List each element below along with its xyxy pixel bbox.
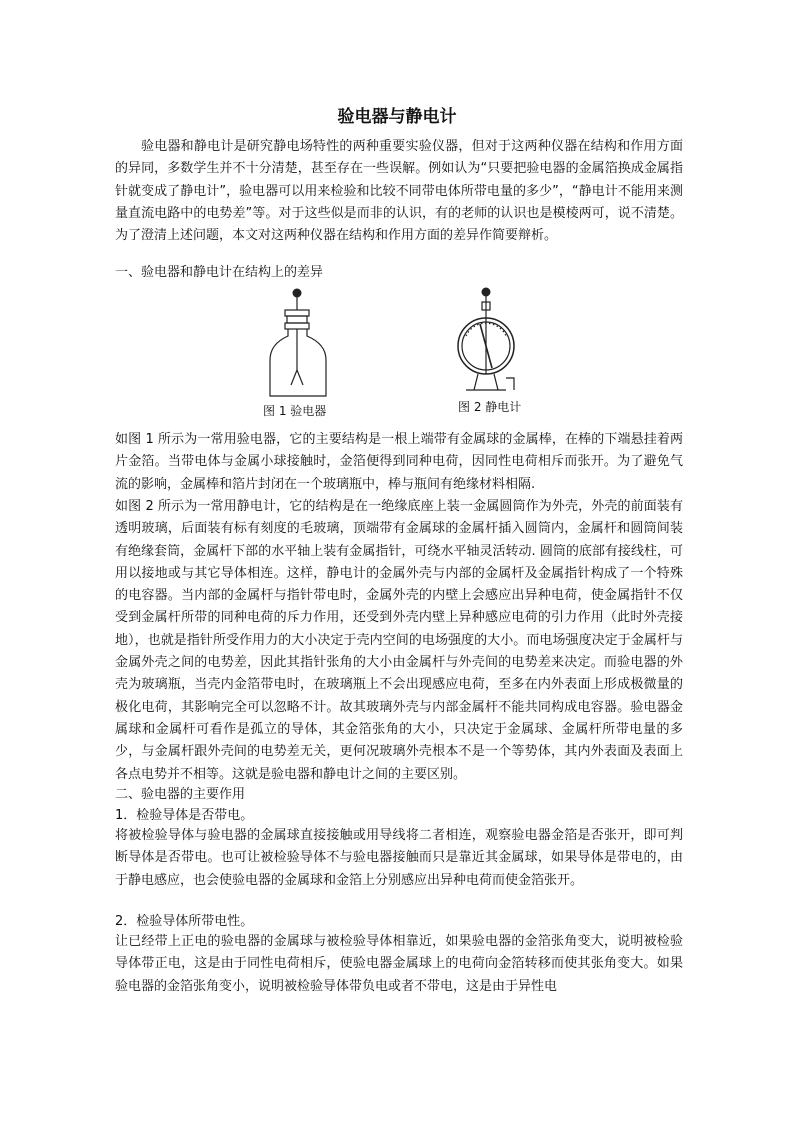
page-title: 验电器与静电计: [337, 107, 457, 127]
electroscope-description: 如图 1 所示为一常用验电器，它的主要结构是一根上端带有金属球的金属棒，在棒的下端悬挂着两片金箔。当带电体与金属小球接触时，金箔便得到同种电荷，因同性电荷相斥而张开。为了避免气流的影响，金属棒和箔片封闭在一个玻璃瓶中，棒与瓶间有绝缘材料相隔.: [115, 432, 683, 492]
electroscope-stopper-cap: [285, 310, 309, 316]
electrometer-figure: [452, 286, 532, 408]
electroscope-stopper-base: [285, 323, 309, 329]
electroscope-stopper-band: [287, 316, 307, 323]
electroscope-glass-bottle: [270, 329, 326, 396]
intro-paragraph: 验电器和静电计是研究静电场特性的两种重要实验仪器，但对于这两种仪器在结构和作用方面的异同，多数学生并不十分清楚，甚至存在一些误解。例如认为“只要把验电器的金属箔换成金属指针就变成了静电计”，验电器可以用来检验和比较不同带电体所带电量的多少”，“静电计不能用来测量直流电路中的电势差”等。对于这些似是而非的认识，有的老师的认识也是模棱两可，说不清楚。为了澄清上述问题，本文对这两种仪器在结构和作用方面的差异作简要辩析。: [115, 139, 683, 244]
item-1-text: 将被检验导体与验电器的金属球直接接触或用导线将二者相连，观察验电器金箔是否张开，即可判断导体是否带电。也可让被检验导体不与验电器接触而只是靠近其金属球，如果导体是带电的，由于静电感应，也会使验电器的金属球和金箔上分别感应出异种电荷而使金箔张开。: [115, 828, 683, 888]
electroscope-metal-ball: [293, 289, 301, 297]
electroscope-leaf-left: [291, 370, 297, 385]
electrometer-metal-ball: [482, 288, 490, 296]
item-2-heading: 2．检验导体所带电性。: [115, 914, 254, 929]
figure-1-caption: 图 1 验电器: [263, 404, 327, 418]
section-heading-structure: 一、验电器和静电计在结构上的差异: [115, 265, 324, 280]
section-heading-functions: 二、验电器的主要作用: [115, 787, 246, 802]
figure-2-caption: 图 2 静电计: [458, 400, 522, 414]
electrometer-terminal: [506, 378, 514, 390]
electrometer-description: 如图 2 所示为一常用静电计，它的结构是在一绝缘底座上装一金属圆筒作为外壳，外壳的前面装有透明玻璃，后面装有标有刻度的毛玻璃，顶端带有金属球的金属杆插入圆筒内，金属杆和圆筒间装有绝缘套筒，金属杆下部的水平轴上装有金属指针，可绕水平轴灵活转动. 圆筒的底部有接线柱，可用以接地或与其它导体相连。这样，静电计的金属外壳与内部的金属杆及金属指针构成了一个特殊的电容器。当内部的金属杆与指针带电时，金属外壳的内壁上会感应出异种电荷，使金属指针不仅受到金属杆所带的同种电荷的斥力作用，还受到外壳内壁上异种感应电荷的引力作用（此时外壳接地），也就是指针所受作用力的大小决定于壳内空间的电场强度的大小。而电场强度决定于金属杆与金属外壳之间的电势差，因此其指针张角的大小由金属杆与外壳间的电势差来决定。而验电器的外壳为玻璃瓶，当壳内金箔带电时，在玻璃瓶上不会出现感应电荷，至多在内外表面上形成极微量的极化电荷，其影响完全可以忽略不计。故其玻璃外壳与内部金属杆不能共同构成电容器。验电器金属球和金属杆可看作是孤立的导体，其金箔张角的大小，只决定于金属球、金属杆所带电量的多少，与金属杆跟外壳间的电势差无关，更何况玻璃外壳根本不是一个等势体，其内外表面及表面上各点电势并不相等。这就是验电器和静电计之间的主要区别。: [115, 499, 683, 782]
electroscope-leaf-right: [297, 370, 303, 385]
item-1-heading: 1．检验导体是否带电。: [115, 808, 254, 823]
electroscope-figure: [262, 286, 342, 408]
item-2-text: 让已经带上正电的验电器的金属球与被检验导体相靠近，如果验电器的金箔张角变大，说明被检验导体带正电，这是由于同性电荷相斥，使验电器金属球上的电荷向金箔转移而使其张角变大。如果验电器的金箔张角变小，说明被检验导体带负电或者不带电，这是由于异性电: [115, 934, 683, 994]
